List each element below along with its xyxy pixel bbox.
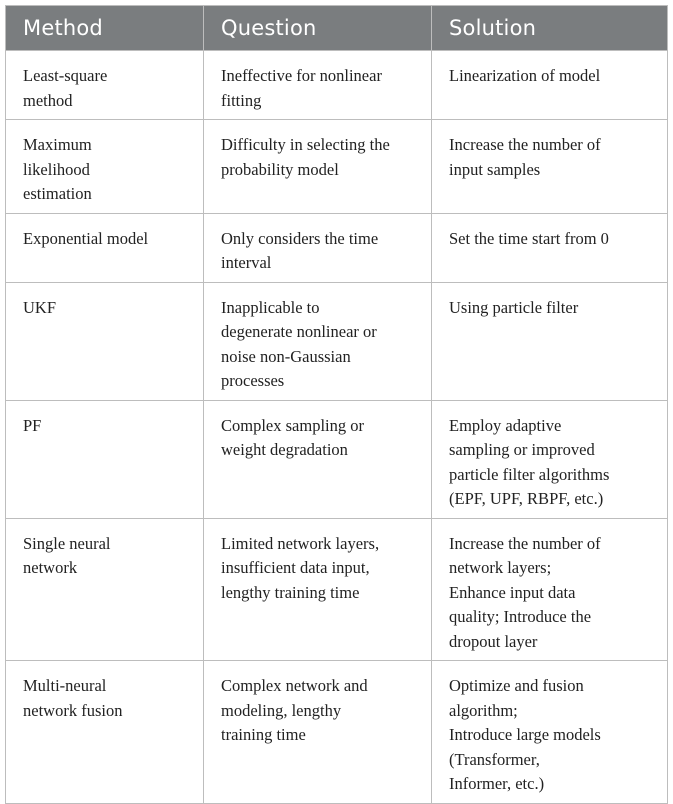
solution-text-line: Optimize and fusion [449,676,584,695]
question-text-line: fitting [221,90,262,110]
table-body [6,51,668,804]
solution-text-line: Linearization of model [449,66,601,85]
question-cell [204,213,432,282]
solution-text-line: algorithm; [449,700,518,720]
question-text-line: Complex network and [221,676,368,695]
question-text-line: modeling, lengthy [221,700,342,720]
question-text-line: probability model [221,159,339,179]
solution-text-line: sampling or improved [449,440,595,459]
solution-text-line: quality; Introduce the [449,607,592,626]
method-text-line: method [23,90,73,110]
solution-text-line: particle filter algorithms [449,464,610,484]
method-cell [6,661,204,804]
question-text-line: processes [221,371,285,390]
solution-text-line: (EPF, UPF, RBPF, etc.) [449,489,604,508]
method-cell [6,213,204,282]
method-text-line: estimation [23,184,92,203]
solution-text-line: Increase the number of [449,135,601,154]
table-row [6,282,668,400]
method-cell [6,518,204,661]
method-text-line: PF [23,415,42,435]
solution-cell [432,400,668,518]
comparison-table [5,5,668,804]
solution-text-line: (Transformer, [449,749,540,769]
method-cell [6,400,204,518]
method-cell [6,51,204,120]
question-cell [204,120,432,214]
solution-text-line: Set the time start from 0 [449,228,609,248]
method-text-line: Multi-neural [23,676,107,695]
question-cell [204,51,432,120]
question-text-line: training time [221,725,306,744]
method-text-line: Maximum [23,135,92,154]
solution-cell [432,51,668,120]
table-row [6,51,668,120]
solution-cell [432,213,668,282]
header-solution: Solution [432,6,668,51]
solution-text-line: Enhance input data [449,582,576,602]
method-text-line: Least-square [23,66,108,85]
method-text-line: Single neural [23,533,111,553]
question-text-line: Complex sampling or [221,415,364,435]
header-question: Question [204,6,432,51]
method-text-line: network fusion [23,700,123,720]
table-header [6,6,668,51]
question-cell [204,661,432,804]
solution-text-line: network layers; [449,558,552,577]
solution-text-line: dropout layer [449,631,538,651]
question-cell [204,400,432,518]
solution-cell [432,120,668,214]
question-cell [204,282,432,400]
header-method: Method [6,6,204,51]
method-text-line: likelihood [23,159,90,179]
table-row [6,518,668,661]
solution-cell [432,661,668,804]
question-text-line: noise non-Gaussian [221,346,351,366]
table-row [6,400,668,518]
solution-text-line: Introduce large models [449,725,601,744]
table-row [6,120,668,214]
solution-text-line: Using particle filter [449,297,579,317]
question-cell [204,518,432,661]
solution-text-line: input samples [449,159,541,179]
question-text-line: Ineffective for nonlinear [221,66,382,85]
table-row [6,213,668,282]
method-cell [6,282,204,400]
question-text-line: interval [221,253,272,272]
method-text-line: Exponential model [23,228,149,248]
table-row [6,661,668,804]
method-cell [6,120,204,214]
question-text-line: insufficient data input, [221,558,370,577]
solution-cell [432,282,668,400]
solution-text-line: Informer, etc.) [449,774,545,793]
question-text-line: lengthy training time [221,582,360,602]
solution-cell [432,518,668,661]
method-text-line: UKF [23,297,57,317]
header-row [6,6,668,51]
solution-text-line: Increase the number of [449,533,601,553]
solution-text-line: Employ adaptive [449,415,562,435]
question-text-line: Inapplicable to [221,297,320,317]
question-text-line: degenerate nonlinear or [221,322,377,341]
question-text-line: Difficulty in selecting the [221,135,390,154]
method-text-line: network [23,558,78,577]
question-text-line: Limited network layers, [221,533,380,553]
question-text-line: weight degradation [221,440,348,459]
question-text-line: Only considers the time [221,228,379,248]
